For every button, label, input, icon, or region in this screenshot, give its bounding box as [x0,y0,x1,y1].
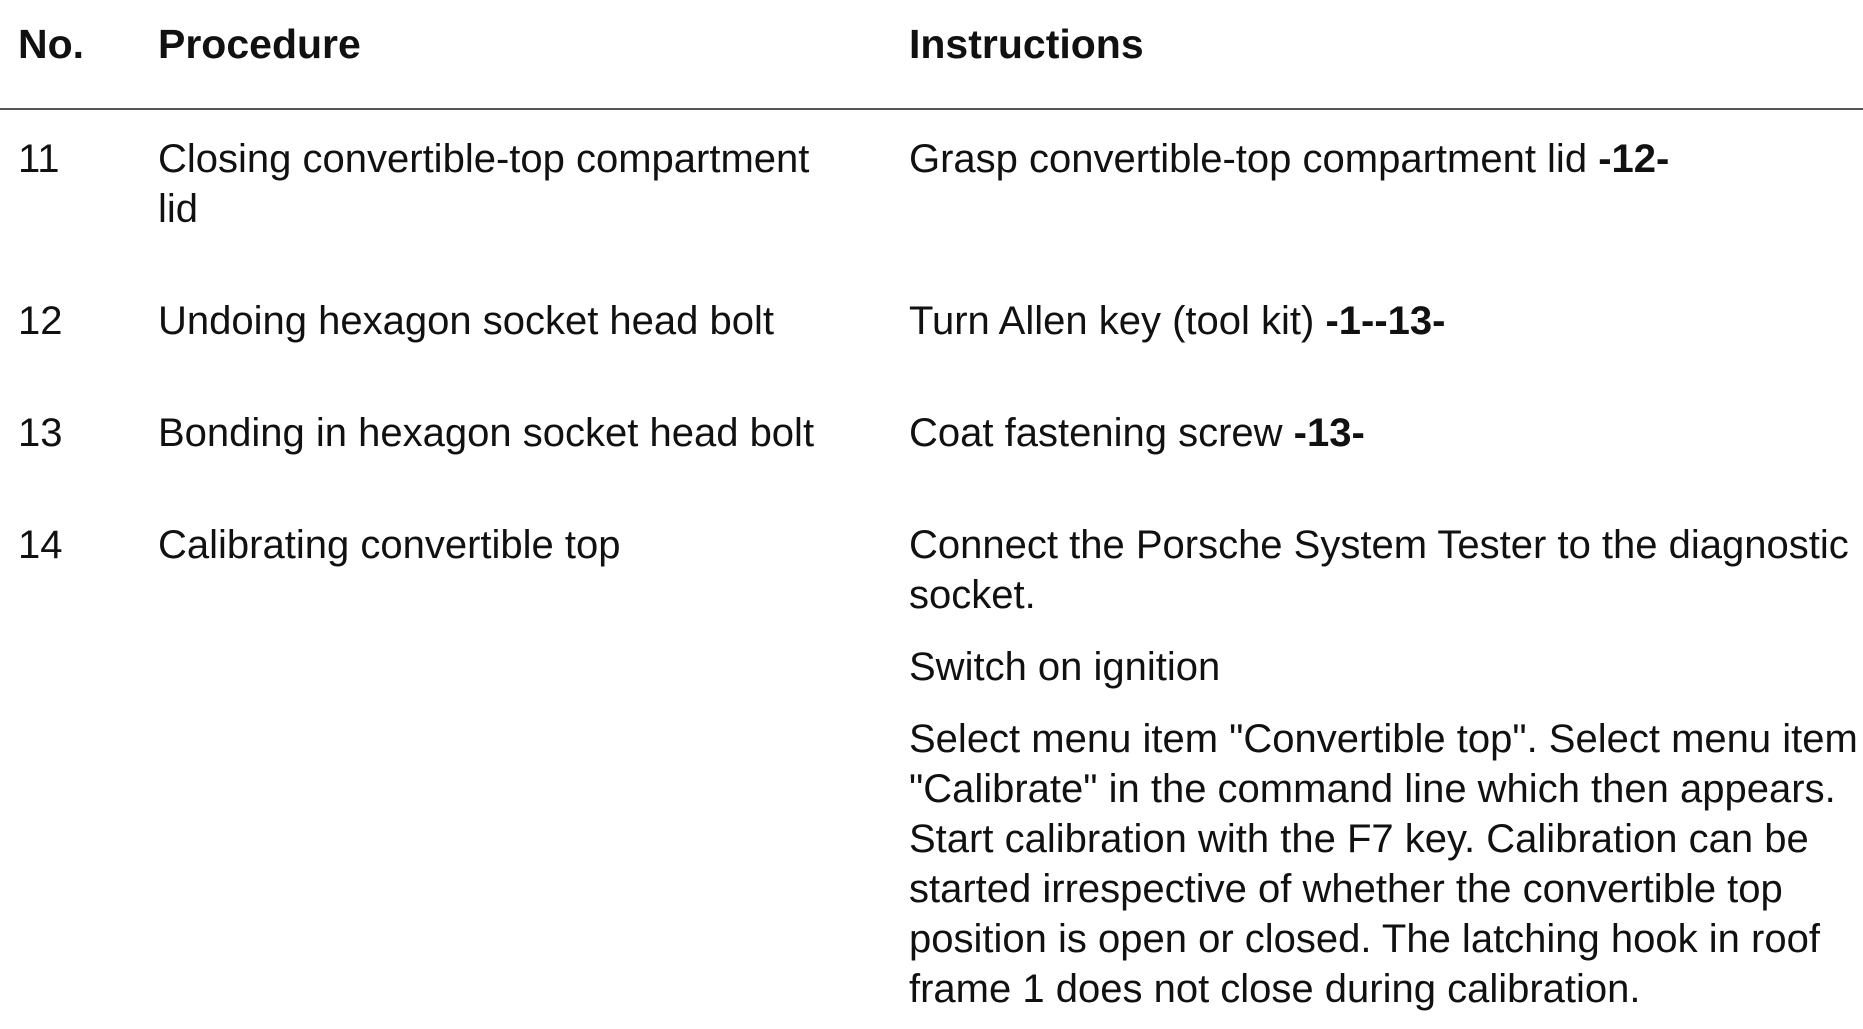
row-instructions [909,134,1859,184]
instruction-text: Turn Allen key (tool kit) [909,299,1326,343]
reference-number: -1--13- [1325,299,1446,343]
instruction-text: Grasp convertible-top compartment lid [909,137,1599,181]
row-instructions [909,408,1859,458]
row-number: 11 [18,137,60,181]
instruction-step [909,296,1859,346]
instruction-step: Select menu item "Convertible top". Select menu item "Calibrate" in the command line which then appears. Start calibration with the F7 key. Calibration can be started irrespective of whether the convertible top position is open or closed. The latching hook in roof frame 1 does not close during calibration. [909,717,1858,1011]
header-divider [0,108,1863,110]
row-instructions [909,520,1859,1014]
header-no: No. [18,21,85,67]
header-procedure: Procedure [158,21,361,67]
instruction-step: Connect the Porsche System Tester to the diagnostic socket. [909,523,1849,617]
row-procedure: Undoing hexagon socket head bolt [158,299,775,343]
row-number: 14 [18,523,63,567]
header-instructions: Instructions [909,21,1144,67]
row-instructions [909,296,1859,346]
row-number: 13 [18,411,63,455]
instruction-text: Coat fastening screw [909,411,1294,455]
reference-number: -13- [1293,411,1365,455]
row-number: 12 [18,299,63,343]
instruction-step: Switch on ignition [909,645,1221,689]
instruction-step [909,134,1859,184]
row-procedure: Closing convertible-top compartment lid [158,137,810,231]
reference-number: -12- [1598,137,1670,181]
instruction-step [909,408,1859,458]
row-procedure: Bonding in hexagon socket head bolt [158,411,815,455]
table-header [0,0,1863,110]
row-procedure: Calibrating convertible top [158,523,621,567]
